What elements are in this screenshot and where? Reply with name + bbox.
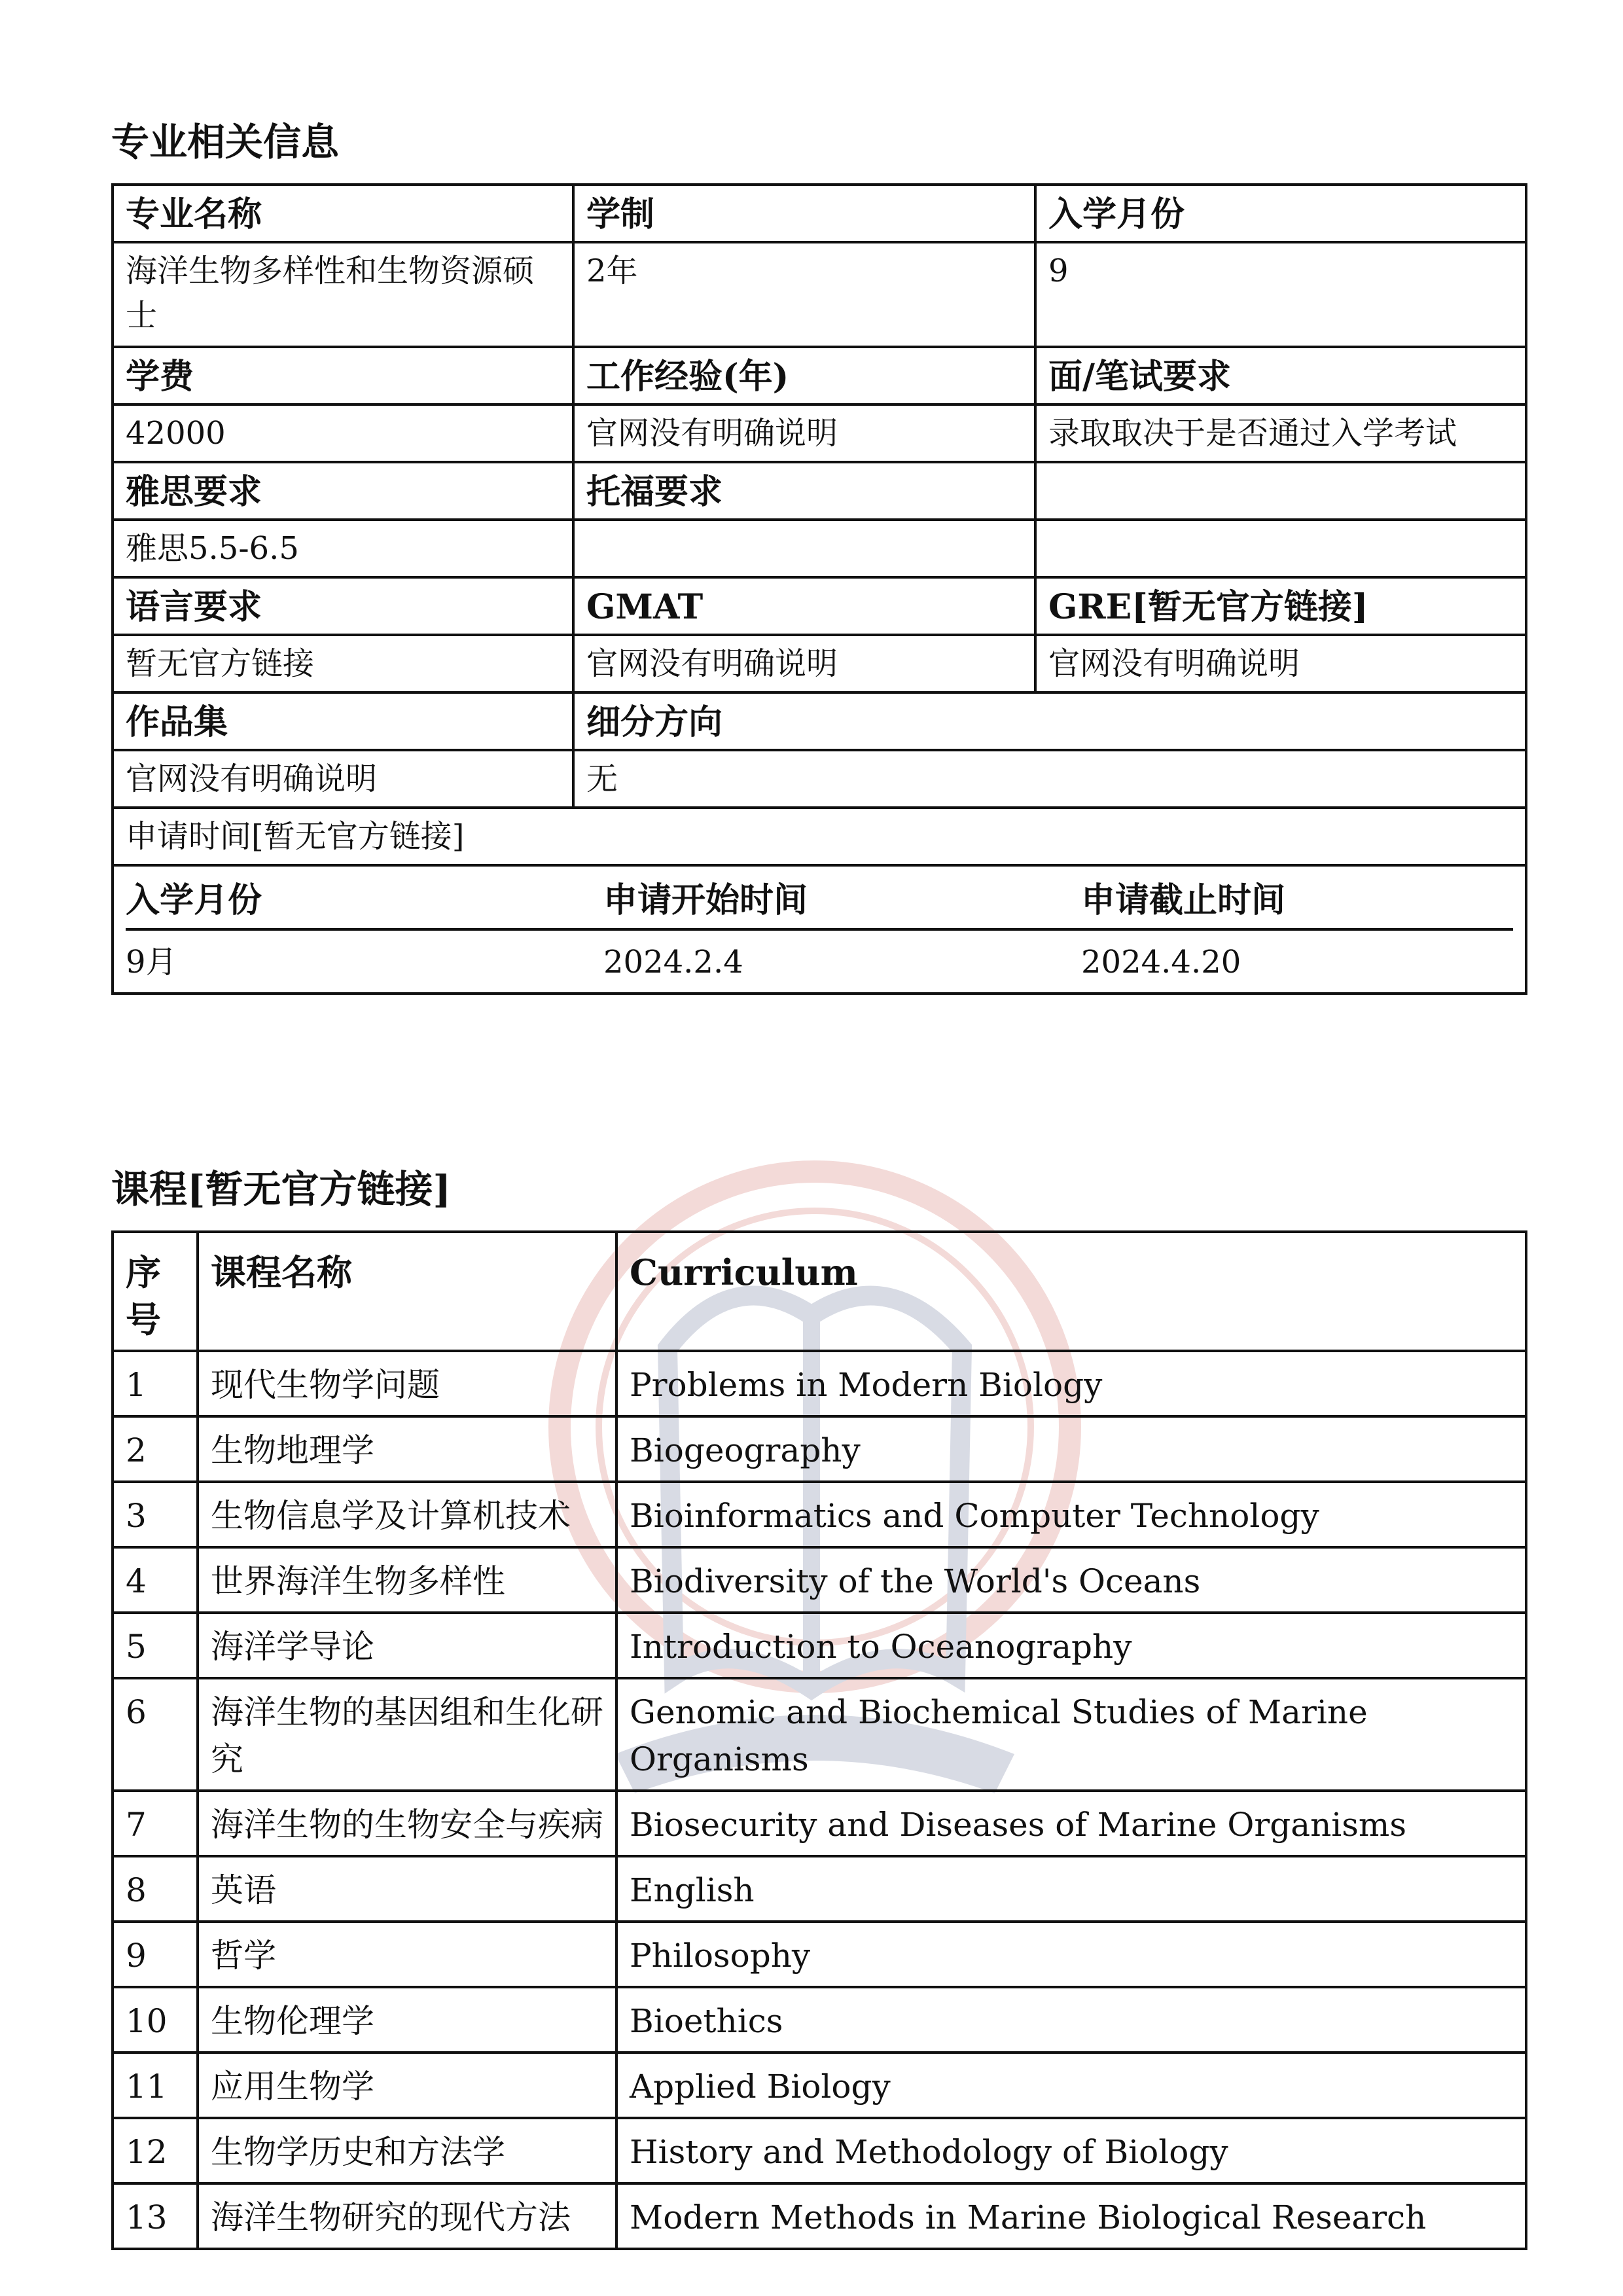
app-value-start: 2024.2.4 — [603, 944, 743, 980]
course-curriculum: Philosophy — [616, 1922, 1526, 1987]
course-curriculum: History and Methodology of Biology — [616, 2118, 1526, 2183]
value-tuition: 42000 — [113, 404, 573, 462]
app-value-intake: 9月 — [126, 944, 177, 980]
course-name: 生物伦理学 — [198, 1987, 616, 2053]
section-title-curriculum: 课程[暂无官方链接] — [111, 1167, 451, 1211]
course-name: 应用生物学 — [198, 2053, 616, 2118]
application-timeline-table — [126, 867, 1513, 992]
value-portfolio: 官网没有明确说明 — [113, 750, 573, 808]
course-curriculum: Genomic and Biochemical Studies of Marine Organisms — [616, 1678, 1526, 1791]
app-header-end: 申请截止时间 — [1081, 867, 1513, 929]
table-row — [113, 1856, 1526, 1922]
section-title-program-info: 专业相关信息 — [111, 120, 340, 164]
course-name: 现代生物学问题 — [198, 1351, 616, 1416]
course-no: 8 — [113, 1856, 198, 1922]
course-name: 哲学 — [198, 1922, 616, 1987]
header-toefl: 托福要求 — [573, 462, 1035, 520]
header-curriculum: Curriculum — [616, 1232, 1526, 1351]
value-interview-requirement: 录取取决于是否通过入学考试 — [1035, 404, 1526, 462]
header-gre: GRE[暂无官方链接] — [1035, 577, 1526, 635]
header-specialization: 细分方向 — [573, 692, 1526, 750]
course-no: 6 — [113, 1678, 198, 1791]
table-row — [113, 2118, 1526, 2183]
course-name: 海洋生物研究的现代方法 — [198, 2183, 616, 2249]
header-language: 语言要求 — [113, 577, 573, 635]
course-name: 生物信息学及计算机技术 — [198, 1482, 616, 1547]
header-tuition: 学费 — [113, 347, 573, 404]
course-no: 13 — [113, 2183, 198, 2249]
course-name: 海洋生物的生物安全与疾病 — [198, 1791, 616, 1856]
table-row — [113, 1791, 1526, 1856]
course-no: 2 — [113, 1416, 198, 1482]
header-portfolio: 作品集 — [113, 692, 573, 750]
course-name: 海洋学导论 — [198, 1613, 616, 1678]
course-curriculum: Introduction to Oceanography — [616, 1613, 1526, 1678]
value-program-name: 海洋生物多样性和生物资源硕士 — [113, 242, 573, 347]
course-no: 9 — [113, 1922, 198, 1987]
course-no: 11 — [113, 2053, 198, 2118]
course-curriculum: Biogeography — [616, 1416, 1526, 1482]
course-name: 海洋生物的基因组和生化研究 — [198, 1678, 616, 1791]
header-no: 序号 — [113, 1232, 198, 1351]
course-no: 3 — [113, 1482, 198, 1547]
course-no: 5 — [113, 1613, 198, 1678]
course-no: 10 — [113, 1987, 198, 2053]
course-curriculum: Biosecurity and Diseases of Marine Organisms — [616, 1791, 1526, 1856]
header-duration: 学制 — [573, 185, 1035, 242]
header-work-experience: 工作经验(年) — [573, 347, 1035, 404]
value-specialization: 无 — [573, 750, 1526, 808]
header-gmat: GMAT — [573, 577, 1035, 635]
course-curriculum: Bioinformatics and Computer Technology — [616, 1482, 1526, 1547]
course-curriculum: Biodiversity of the World's Oceans — [616, 1547, 1526, 1613]
table-row — [113, 1678, 1526, 1791]
app-header-start: 申请开始时间 — [603, 867, 1081, 929]
table-row — [113, 1613, 1526, 1678]
table-row — [113, 1547, 1526, 1613]
course-no: 4 — [113, 1547, 198, 1613]
app-value-end: 2024.4.20 — [1081, 944, 1241, 980]
value-gmat: 官网没有明确说明 — [573, 635, 1035, 692]
value-toefl — [573, 520, 1035, 577]
app-header-intake: 入学月份 — [126, 867, 603, 929]
application-time-label: 申请时间[暂无官方链接] — [113, 808, 1526, 865]
header-program-name: 专业名称 — [113, 185, 573, 242]
application-timeline — [113, 865, 1526, 994]
value-language: 暂无官方链接 — [113, 635, 573, 692]
program-info-table — [111, 183, 1527, 995]
table-row — [113, 2053, 1526, 2118]
value-gre: 官网没有明确说明 — [1035, 635, 1526, 692]
course-name: 生物学历史和方法学 — [198, 2118, 616, 2183]
value-ielts: 雅思5.5-6.5 — [113, 520, 573, 577]
table-row — [113, 1922, 1526, 1987]
header-interview-requirement: 面/笔试要求 — [1035, 347, 1526, 404]
header-intake-month: 入学月份 — [1035, 185, 1526, 242]
course-curriculum: Applied Biology — [616, 2053, 1526, 2118]
course-name: 生物地理学 — [198, 1416, 616, 1482]
course-curriculum: Modern Methods in Marine Biological Research — [616, 2183, 1526, 2249]
course-no: 7 — [113, 1791, 198, 1856]
value-work-experience: 官网没有明确说明 — [573, 404, 1035, 462]
course-curriculum: English — [616, 1856, 1526, 1922]
table-row — [113, 1351, 1526, 1416]
header-course-name: 课程名称 — [198, 1232, 616, 1351]
empty-cell — [1035, 520, 1526, 577]
value-intake-month: 9 — [1035, 242, 1526, 347]
table-row — [113, 1987, 1526, 2053]
curriculum-table — [111, 1230, 1527, 2250]
empty-cell — [1035, 462, 1526, 520]
course-no: 1 — [113, 1351, 198, 1416]
table-row — [113, 2183, 1526, 2249]
course-no: 12 — [113, 2118, 198, 2183]
course-name: 世界海洋生物多样性 — [198, 1547, 616, 1613]
course-curriculum: Bioethics — [616, 1987, 1526, 2053]
header-ielts: 雅思要求 — [113, 462, 573, 520]
value-duration: 2年 — [573, 242, 1035, 347]
table-row — [113, 1482, 1526, 1547]
course-name: 英语 — [198, 1856, 616, 1922]
course-curriculum: Problems in Modern Biology — [616, 1351, 1526, 1416]
table-row — [113, 1416, 1526, 1482]
